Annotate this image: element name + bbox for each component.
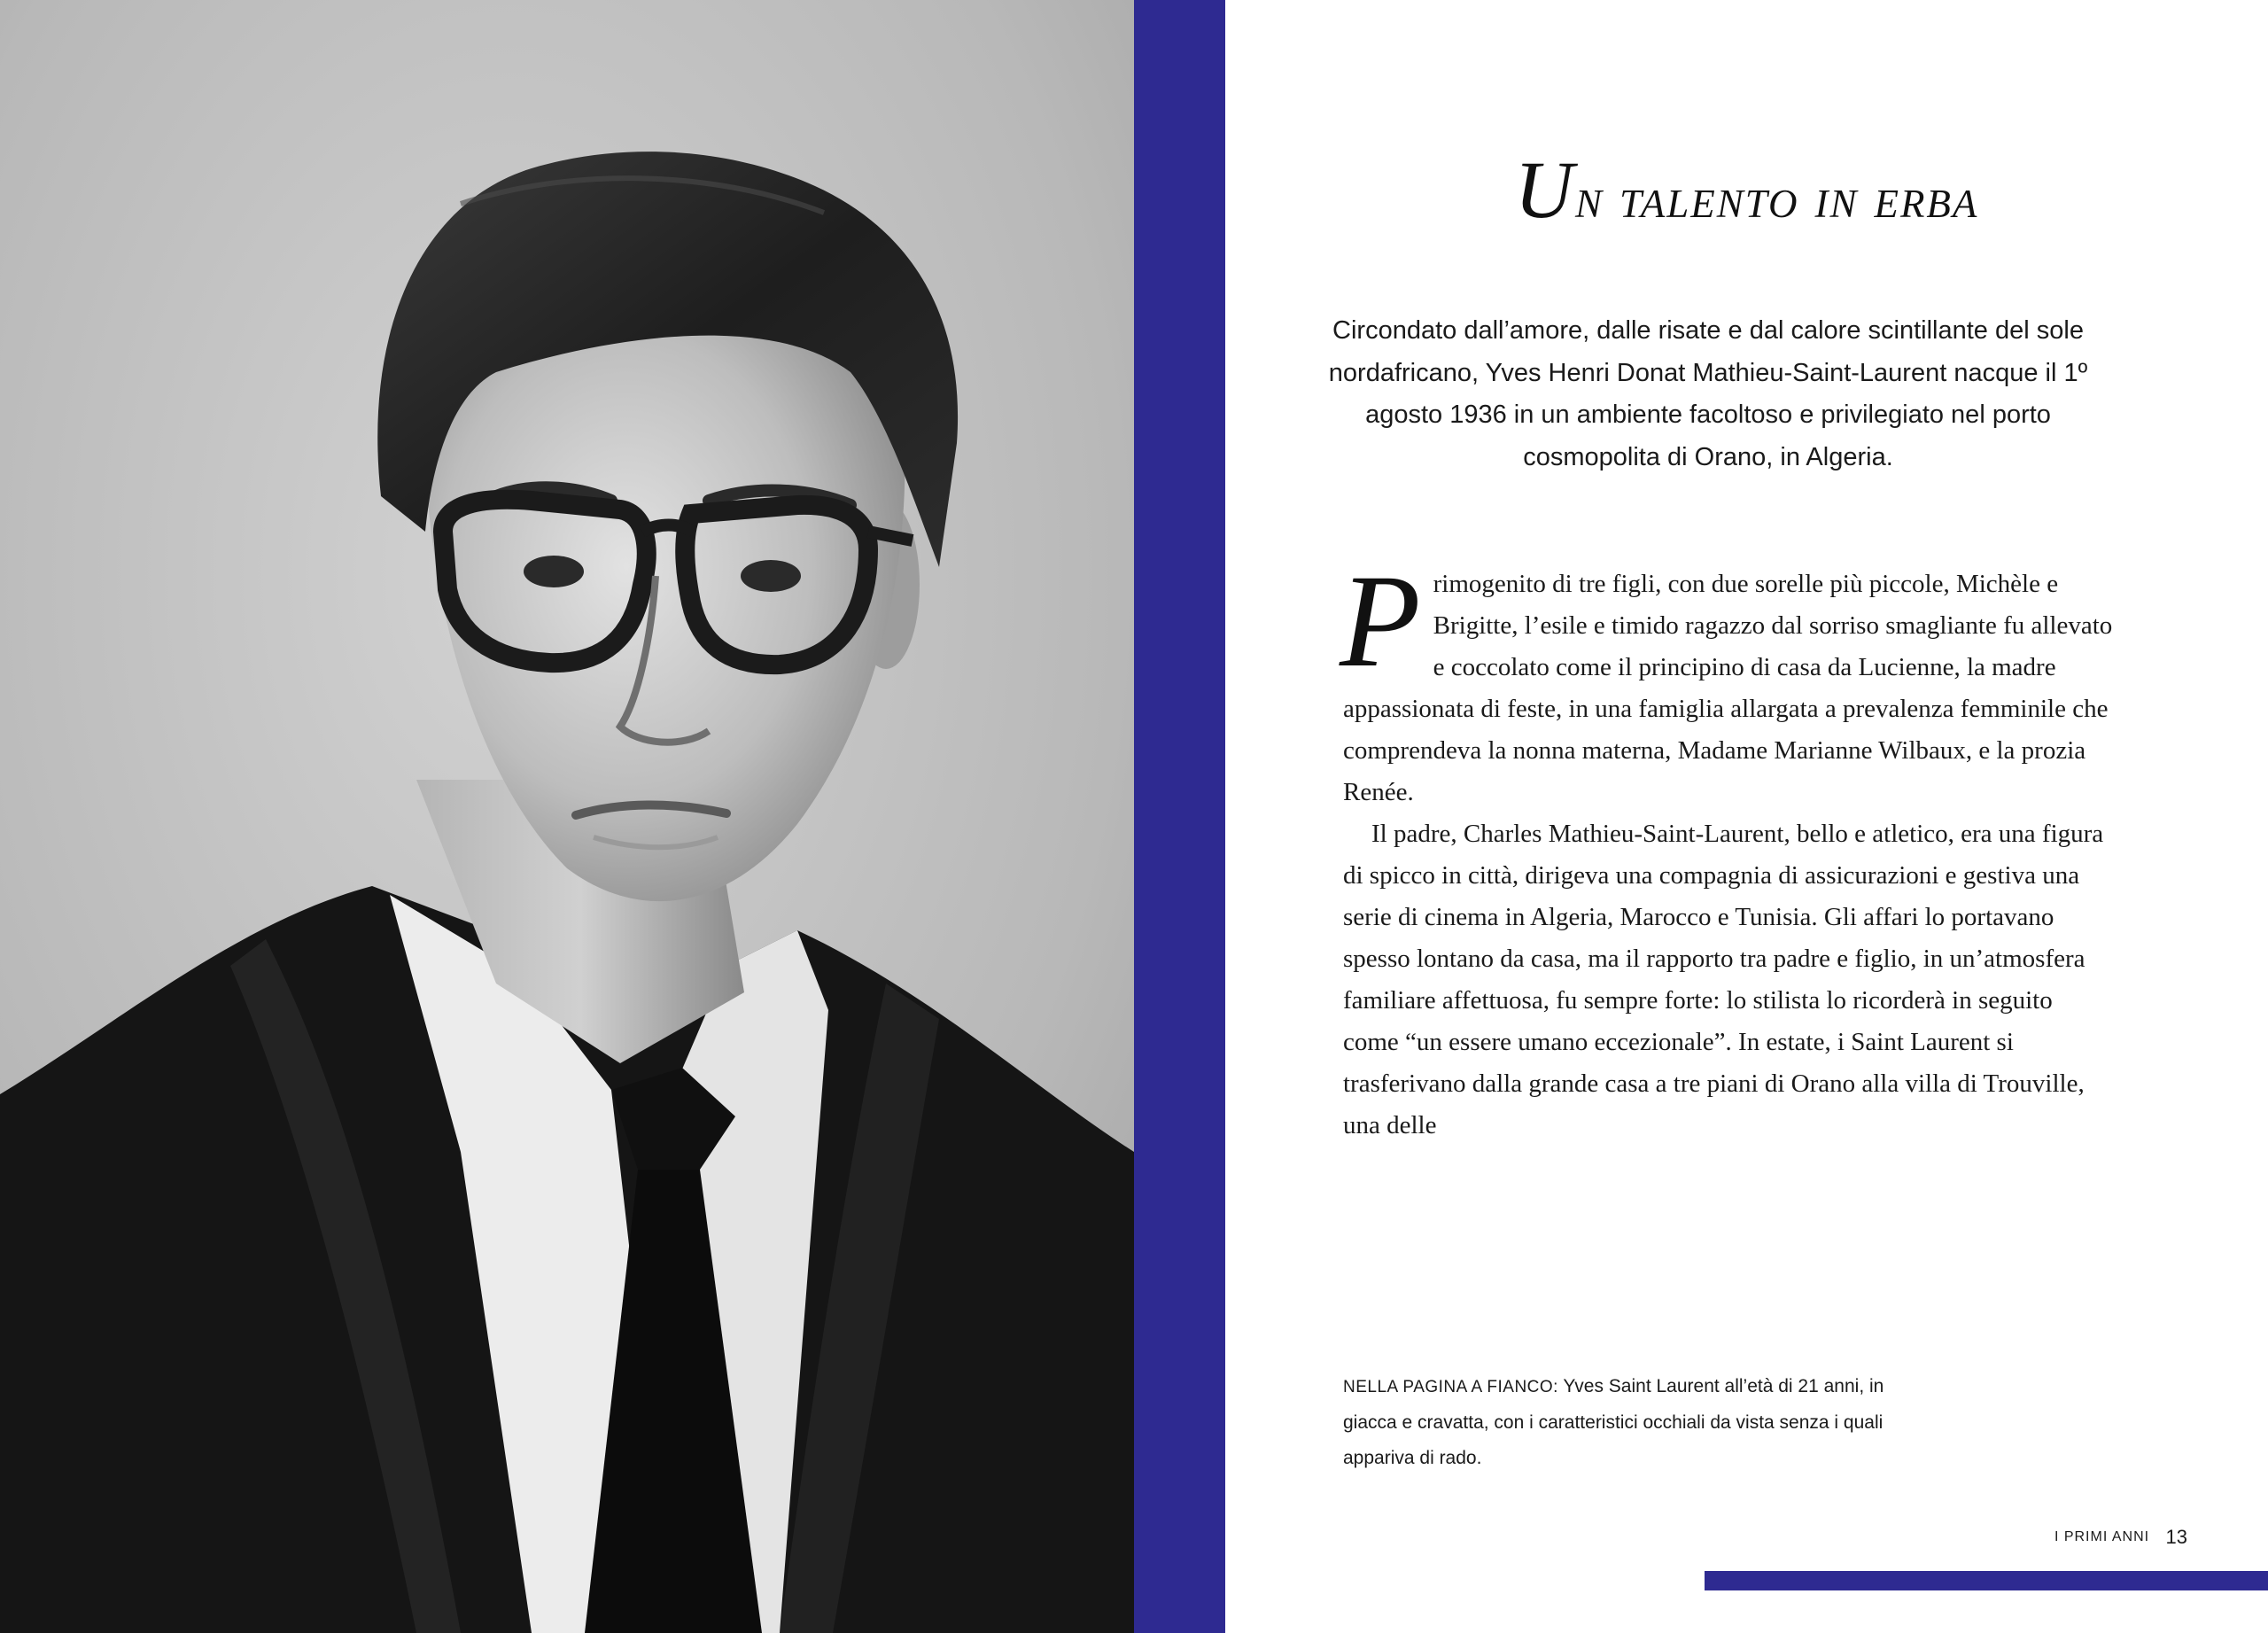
eye-left xyxy=(524,556,584,587)
body-text xyxy=(1340,548,2114,1147)
drop-cap: P xyxy=(1340,548,1421,695)
body-paragraph-2: Il padre, Charles Mathieu-Saint-Laurent, bello e atletico, era una figura di spicco in città, dirigeva una compagnia di assicurazioni e gestiva una serie di cinema in Algeria, Marocco e Tunisia. Gli affari lo portavano spesso lontano da casa, ma il rapporto tra padre e figlio, in un’atmosfera familiare affettuosa, fu sempre forte: lo stilista lo ricorderà in seguito come “un essere umano eccezionale”. In estate, i Saint Laurent si trasferivano dalla grande casa a tre piani di Orano alla villa di Trouville, una delle xyxy=(1343,820,2104,1139)
page-number: 13 xyxy=(2165,1526,2187,1548)
page-footer xyxy=(2054,1526,2187,1549)
spine-band xyxy=(1134,0,1225,1633)
chapter-title xyxy=(1225,144,2268,235)
photo-caption xyxy=(1343,1369,1892,1476)
chapter-title-rest: n talento in erba xyxy=(1575,167,1979,229)
footer-accent-bar xyxy=(1705,1571,2268,1590)
body-paragraph-1-text: rimogenito di tre figli, con due sorelle più piccole, Michèle e Brigitte, l’esile e timido ragazzo dal sorriso smagliante fu allevato e coccolato come il principino di casa da Lucienne, la madre appassionata di feste, in una famiglia allargata a prevalenza femminile che comprendeva la nonna materna, Madame Marianne Wilbaux, e la prozia Renée. xyxy=(1343,570,2113,806)
eye-right xyxy=(741,560,801,592)
chapter-title-initial: U xyxy=(1514,144,1576,235)
running-section-title: I PRIMI ANNI xyxy=(2054,1529,2150,1544)
caption-text: Yves Saint Laurent all’età di 21 anni, in giacca e cravatta, con i caratteristici occhiali da vista senza i quali appariva di rado. xyxy=(1343,1376,1884,1468)
caption-lead: NELLA PAGINA A FIANCO: xyxy=(1343,1378,1558,1396)
intro-paragraph: Circondato dall’amore, dalle risate e dal calore scintillante del sole nordafricano, Yves Henri Donat Mathieu-Saint-Laurent nacque il 1º agosto 1936 in un ambiente facoltoso e privilegiato nel porto cosmopolita di Orano, in Algeria. xyxy=(1328,316,2088,471)
body-paragraph-1 xyxy=(1340,548,2114,813)
